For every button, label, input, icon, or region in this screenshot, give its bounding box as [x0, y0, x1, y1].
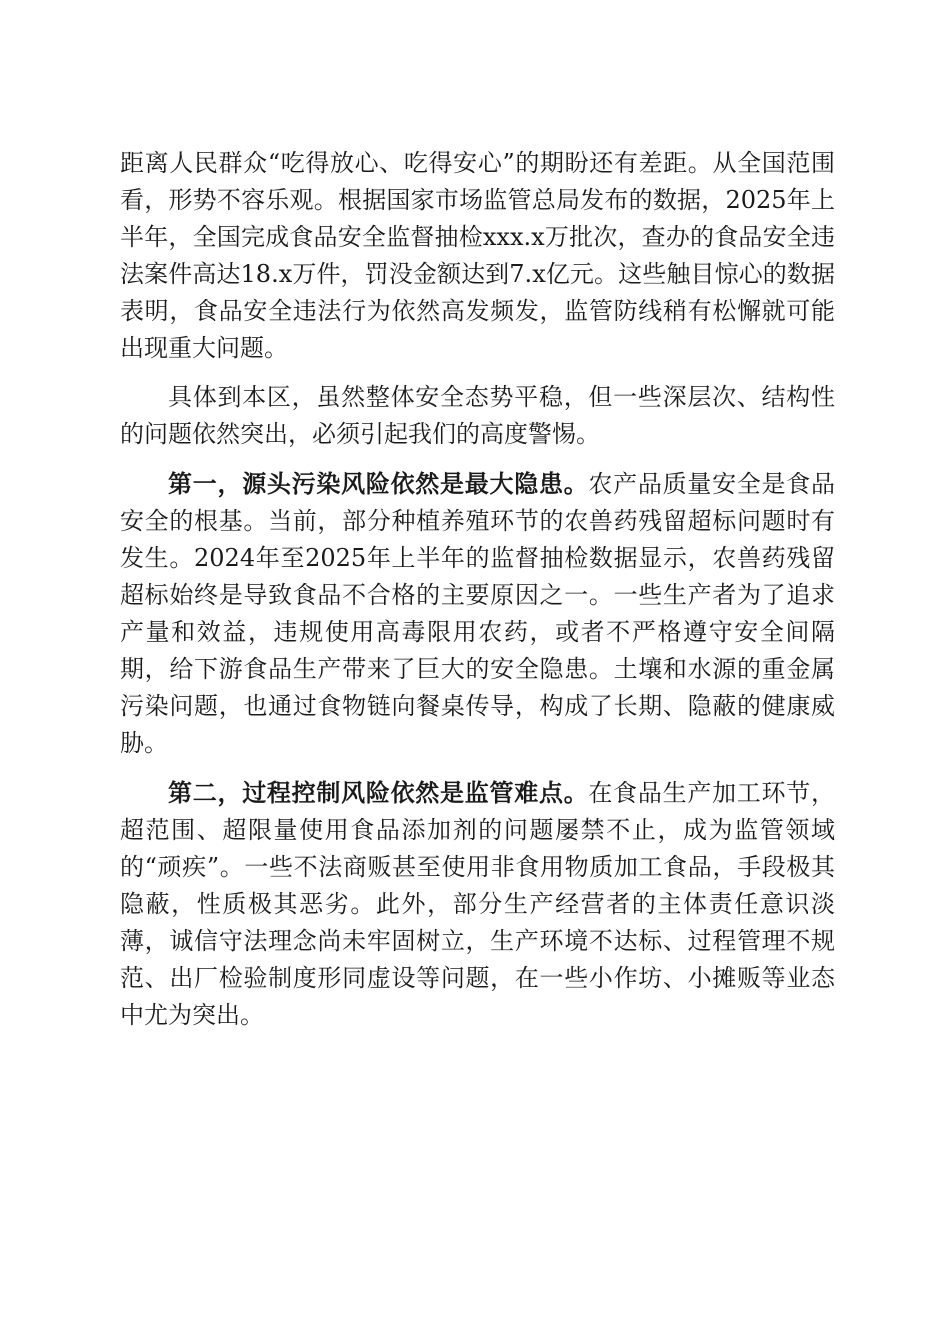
paragraph-3-heading: 第一，源头污染风险依然是最大隐患。 [168, 469, 589, 498]
document-page [120, 145, 835, 1046]
paragraph-4-text: 在食品生产加工环节，超范围、超限量使用食品添加剂的问题屡禁不止，成为监管领域的“顽疾”。一些不法商贩甚至使用非食用物质加工食品，手段极其隐蔽，性质极其恶劣。此外，部分生产经营者的主体责任意识淡薄，诚信守法理念尚未牢固树立，生产环境不达标、过程管理不规范、出厂检验制度形同虚设等问题，在一些小作坊、小摊贩等业态中尤为突出。 [120, 779, 835, 1029]
paragraph-1 [120, 145, 835, 367]
paragraph-2 [120, 379, 835, 453]
paragraph-4 [120, 774, 835, 1034]
paragraph-1-text: 距离人民群众“吃得放心、吃得安心”的期盼还有差距。从全国范围看，形势不容乐观。根据国家市场监管总局发布的数据，2025年上半年，全国完成食品安全监督抽检xxx.x万批次，查办的食品安全违法案件高达18.x万件，罚没金额达到7.x亿元。这些触目惊心的数据表明，食品安全违法行为依然高发频发，监管防线稍有松懈就可能出现重大问题。 [120, 149, 835, 362]
paragraph-4-heading: 第二，过程控制风险依然是监管难点。 [168, 778, 589, 807]
paragraph-3-text: 农产品质量安全是食品安全的根基。当前，部分种植养殖环节的农兽药残留超标问题时有发生。2024年至2025年上半年的监督抽检数据显示，农兽药残留超标始终是导致食品不合格的主要原因之一。一些生产者为了追求产量和效益，违规使用高毒限用农药，或者不严格遵守安全间隔期，给下游食品生产带来了巨大的安全隐患。土壤和水源的重金属污染问题，也通过食物链向餐桌传导，构成了长期、隐蔽的健康威胁。 [120, 470, 835, 757]
paragraph-2-text: 具体到本区，虽然整体安全态势平稳，但一些深层次、结构性的问题依然突出，必须引起我们的高度警惕。 [120, 383, 835, 448]
paragraph-3 [120, 465, 835, 762]
